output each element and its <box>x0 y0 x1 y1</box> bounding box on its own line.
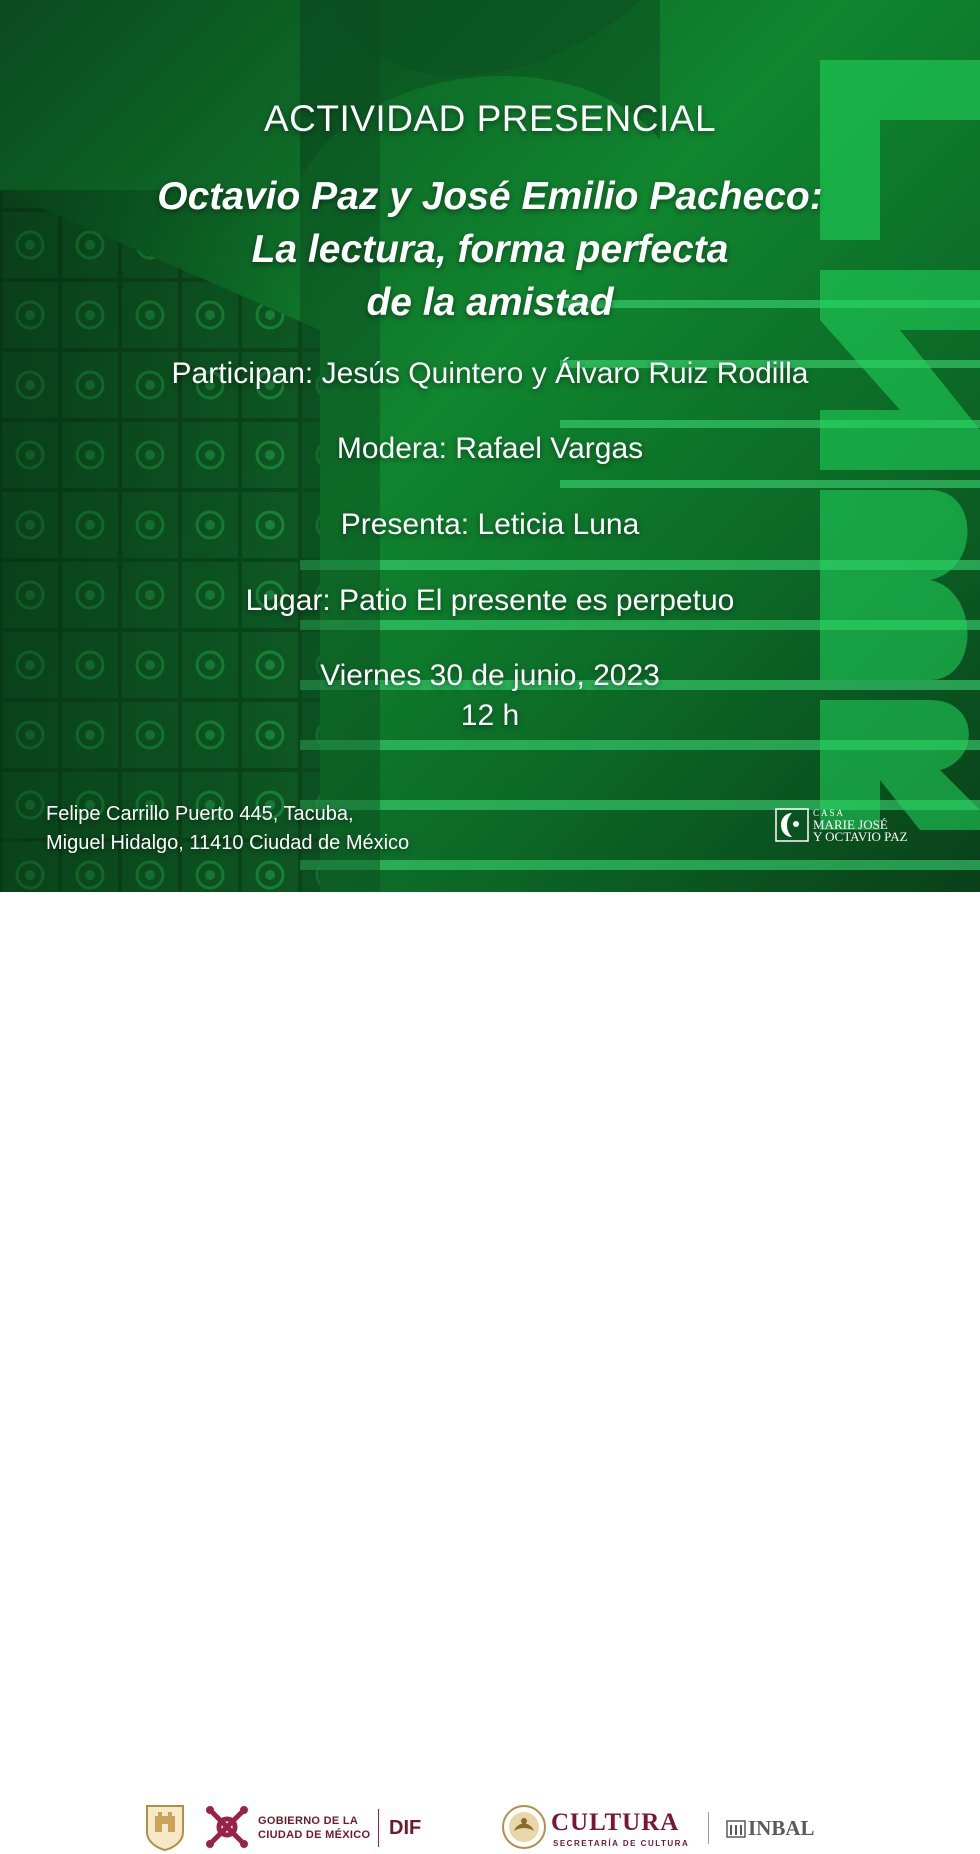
event-type-heading: ACTIVIDAD PRESENCIAL <box>263 98 717 139</box>
secretaria-cultura-label: SECRETARÍA DE CULTURA <box>553 1839 690 1848</box>
sponsor-footer <box>0 892 980 1848</box>
cdmx-knot-logo-icon <box>200 1800 254 1854</box>
gobierno-line: GOBIERNO DE LA <box>258 1815 359 1827</box>
casa-logo-line: MARIE JOSÉ <box>813 817 888 832</box>
footer-divider <box>708 1812 709 1844</box>
gobierno-line: CIUDAD DE MÉXICO <box>258 1829 371 1841</box>
presenter-text: Presenta: Leticia Luna <box>340 508 640 541</box>
poster-text-layer <box>0 0 980 892</box>
inbal-building-icon <box>726 1820 746 1838</box>
casa-logo-line: CASA <box>813 808 846 818</box>
participants-text: Participan: Jesús Quintero y Álvaro Ruiz Rodilla <box>171 357 809 390</box>
moderator-text: Modera: Rafael Vargas <box>336 432 644 465</box>
cdmx-shield-icon <box>143 1802 187 1852</box>
footer-divider <box>378 1809 379 1847</box>
event-date: Viernes 30 de junio, 2023 <box>320 659 660 692</box>
casa-marie-jose-octavio-paz-logo <box>775 807 908 843</box>
casa-logo-text <box>813 807 908 843</box>
event-title-line: Octavio Paz y José Emilio Pacheco: <box>157 175 823 218</box>
mexico-eagle-seal-icon <box>500 1803 548 1851</box>
address-line: Miguel Hidalgo, 11410 Ciudad de México <box>46 832 410 854</box>
venue-text: Lugar: Patio El presente es perpetuo <box>245 584 735 617</box>
address <box>46 800 409 858</box>
address-line: Felipe Carrillo Puerto 445, Tacuba, <box>46 803 354 825</box>
gobierno-cdmx-label <box>258 1814 370 1842</box>
casa-paz-emblem-icon <box>775 808 809 842</box>
dif-logo-text: DIF <box>389 1817 422 1839</box>
event-title-line: de la amistad <box>366 281 614 324</box>
casa-logo-line: Y OCTAVIO PAZ <box>813 829 908 844</box>
event-time: 12 h <box>460 699 520 732</box>
event-poster <box>0 0 980 892</box>
inbal-logo-text: INBAL <box>748 1816 815 1840</box>
event-title-line: La lectura, forma perfecta <box>251 228 729 271</box>
cultura-logo-text: CULTURA <box>551 1809 680 1836</box>
event-title <box>0 170 980 329</box>
